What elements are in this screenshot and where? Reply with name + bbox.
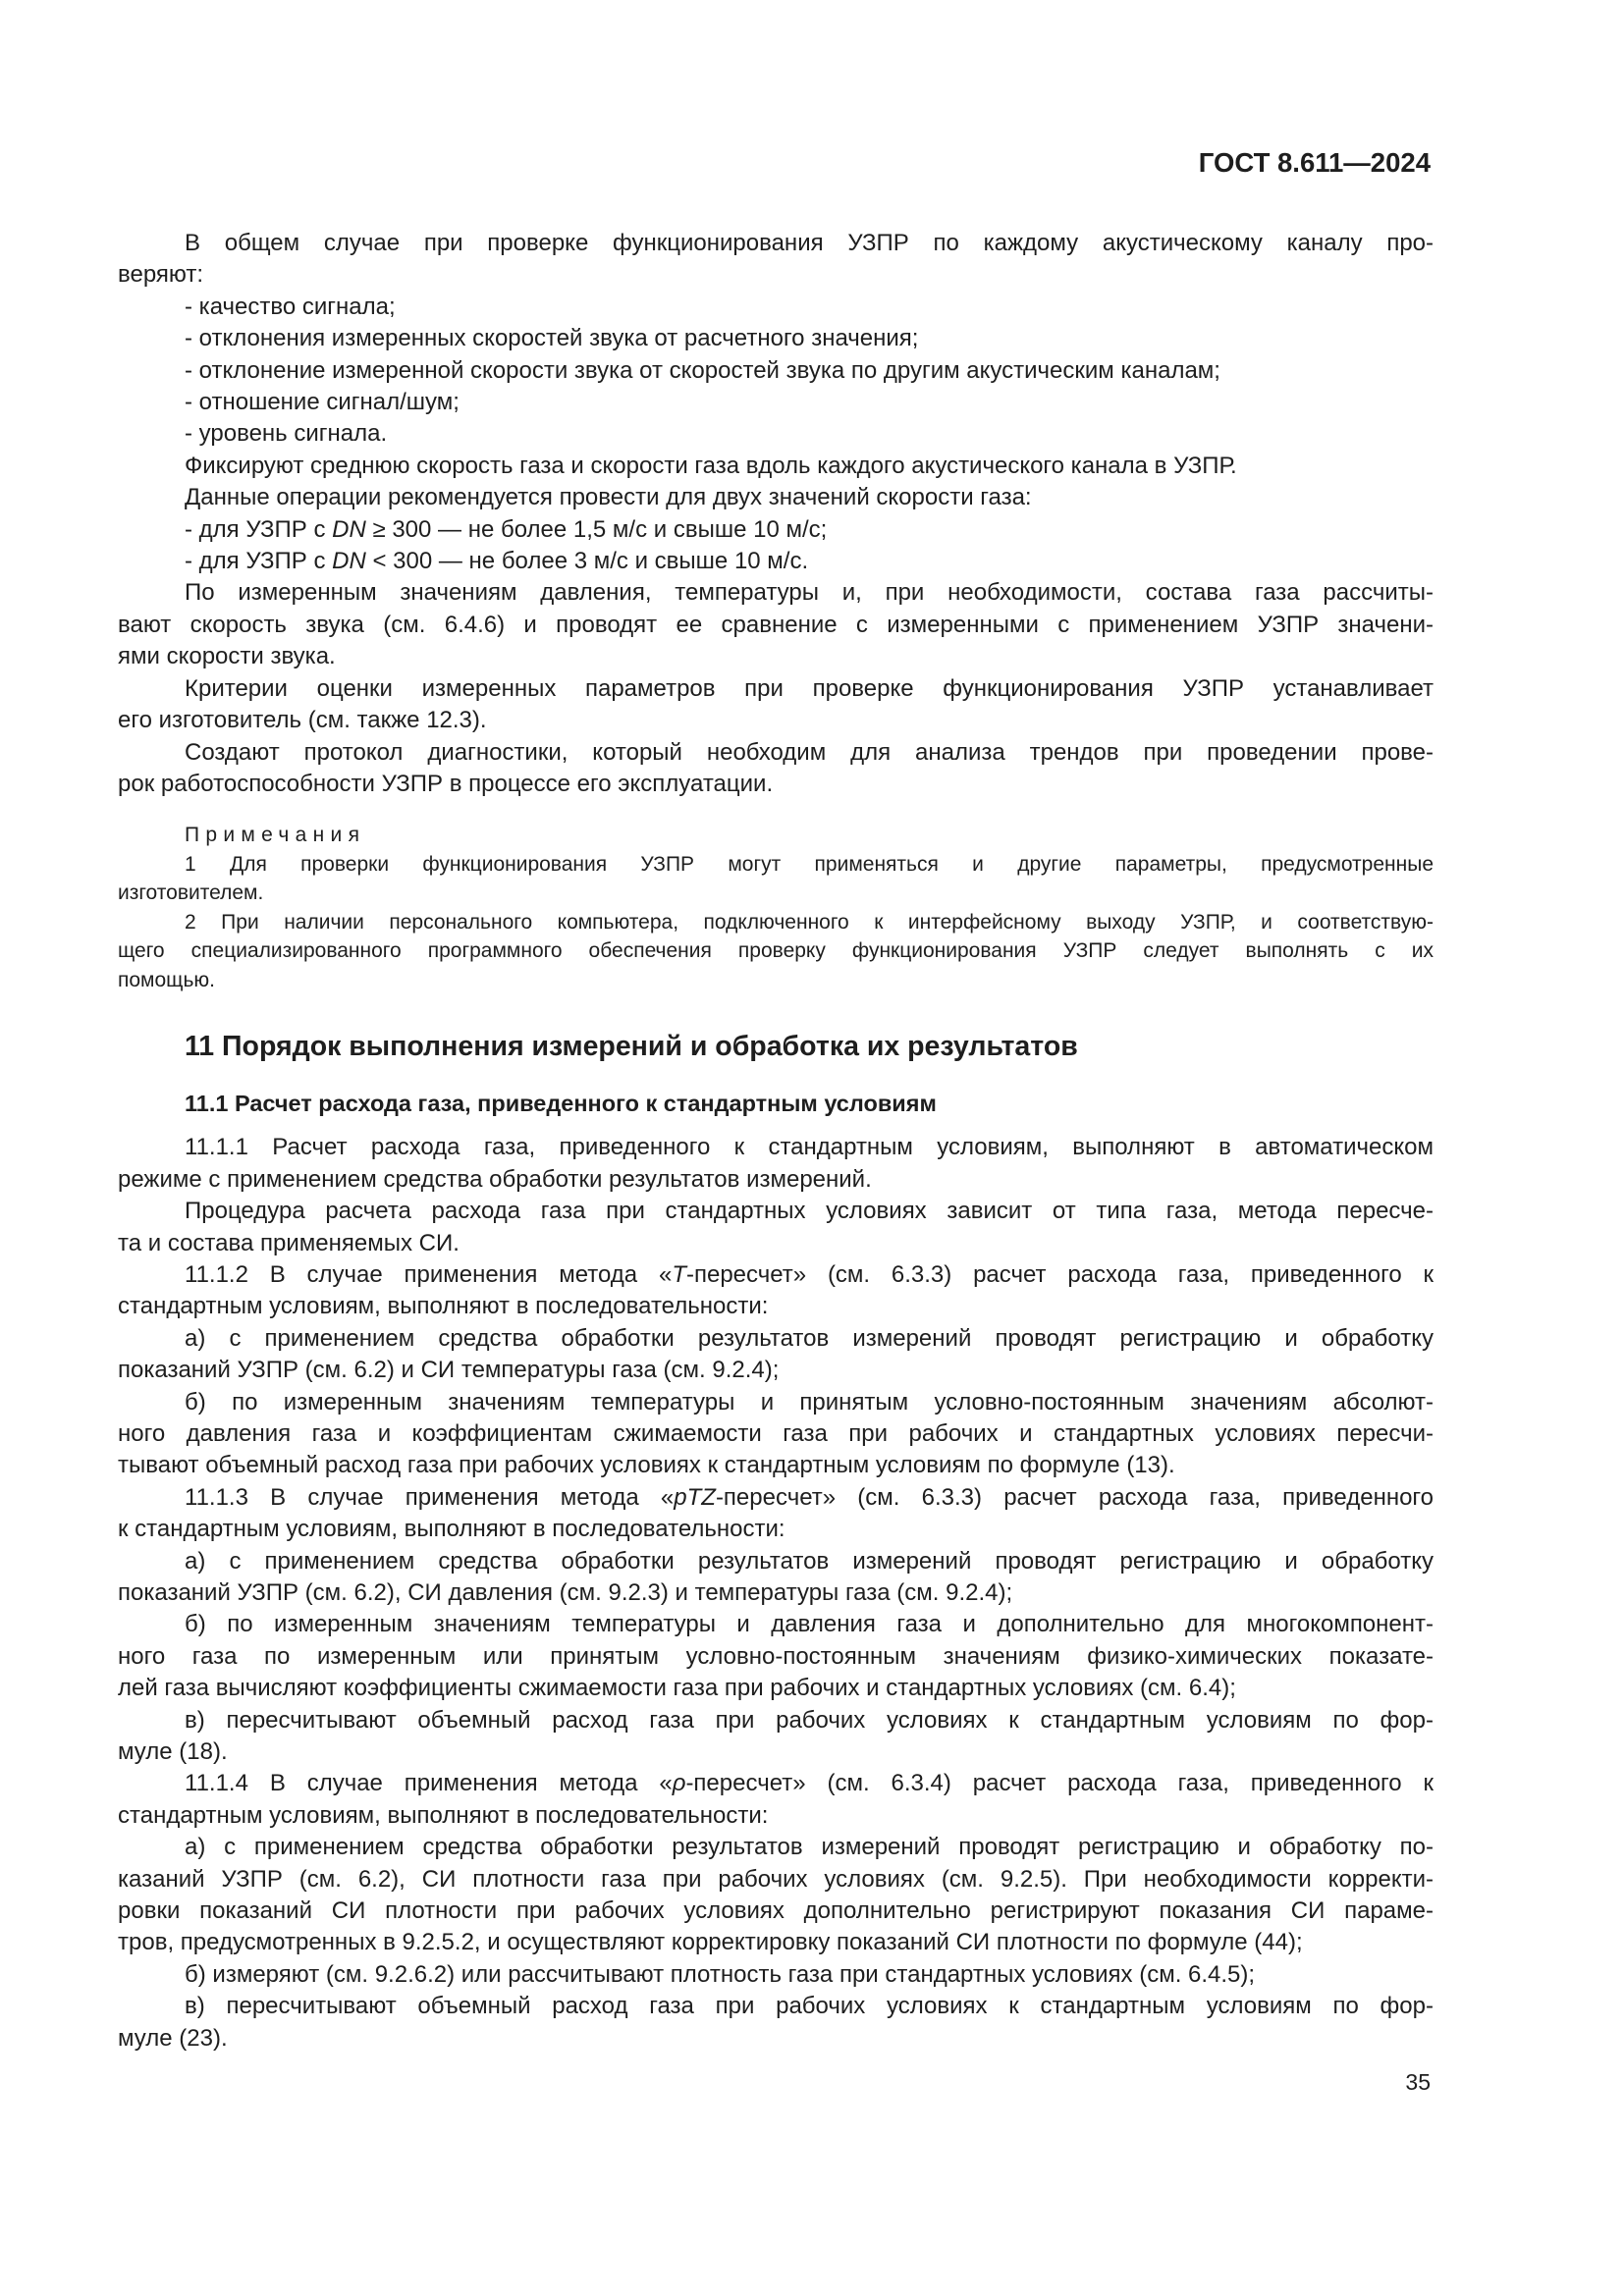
text-line: муле (23).	[118, 2024, 228, 2052]
text-line: 2 При наличии персонального компьютера, подключенного к интерфейсному выходу УЗПР, и соответствую-	[185, 910, 1434, 934]
body-paragraph	[118, 737, 1434, 801]
body-paragraph	[118, 1546, 1434, 1610]
text-line: показаний УЗПР (см. 6.2), СИ давления (см. 9.2.3) и температуры газа (см. 9.2.4);	[118, 1579, 1013, 1606]
note-paragraph	[118, 850, 1434, 908]
notes-label: Примечания	[185, 824, 366, 847]
text-line: Фиксируют среднюю скорость газа и скорости газа вдоль каждого акустического канала в УЗПР.	[185, 452, 1237, 479]
body-paragraph	[118, 323, 1434, 354]
section-heading: 11 Порядок выполнения измерений и обработка их результатов	[185, 1031, 1078, 1063]
body-paragraph	[118, 1832, 1434, 1959]
text-line: тывают объемный расход газа при рабочих условиях к стандартным условиям по формуле (13).	[118, 1452, 1175, 1479]
text-line: щего специализированного программного обеспечения проверку функционирования УЗПР следует выполнять с их	[118, 939, 1434, 963]
body-paragraph	[118, 482, 1434, 513]
text-line: ного газа по измеренным или принятым условно-постоянным значениям физико-химических показате-	[118, 1642, 1434, 1670]
body-paragraph	[118, 1991, 1434, 2055]
text-line: - для УЗПР с DN ≥ 300 — не более 1,5 м/с и свыше 10 м/с;	[185, 515, 828, 543]
text-line: 1 Для проверки функционирования УЗПР могут применяться и другие параметры, предусмотренные	[185, 852, 1434, 876]
text-line: показаний УЗПР (см. 6.2) и СИ температуры газа (см. 9.2.4);	[118, 1357, 780, 1384]
note-paragraph	[118, 908, 1434, 995]
text-line: вают скорость звука (см. 6.4.6) и проводят ее сравнение с измеренными с применением УЗПР значени-	[118, 611, 1434, 638]
text-line: та и состава применяемых СИ.	[118, 1229, 460, 1256]
running-head: ГОСТ 8.611—2024	[1198, 147, 1431, 178]
body-paragraph	[118, 514, 1434, 546]
text-line: б) по измеренным значениям температуры и давления газа и дополнительно для многокомпонент-	[185, 1611, 1434, 1638]
text-line: - отношение сигнал/шум;	[185, 389, 460, 416]
body-paragraph	[118, 228, 1434, 292]
text-line: изготовителем.	[118, 881, 264, 905]
text-line: веряют:	[118, 261, 204, 289]
body-paragraph	[118, 292, 1434, 323]
body-paragraph	[118, 1705, 1434, 1769]
text-line: ровки показаний СИ плотности при рабочих условиях дополнительно регистрируют показания СИ параме-	[118, 1897, 1434, 1925]
text-line: По измеренным значениям давления, температуры и, при необходимости, состава газа рассчиты-	[185, 579, 1434, 607]
body-paragraph	[118, 546, 1434, 577]
text-line: а) с применением средства обработки результатов измерений проводят регистрацию и обработку	[185, 1324, 1434, 1352]
text-line: 11.1.3 В случае применения метода «pTZ-пересчет» (см. 6.3.3) расчет расхода газа, приведенного	[185, 1483, 1434, 1511]
body-paragraph	[118, 1196, 1434, 1259]
body-paragraph	[118, 1609, 1434, 1704]
text-line: б) по измеренным значениям температуры и принятым условно-постоянным значениям абсолют-	[185, 1388, 1434, 1415]
text-line: б) измеряют (см. 9.2.6.2) или рассчитывают плотность газа при стандартных условиях (см. 6.4.5);	[185, 1960, 1256, 1988]
body-paragraph	[118, 387, 1434, 418]
text-line: - качество сигнала;	[185, 293, 396, 320]
text-line: - для УЗПР с DN < 300 — не более 3 м/с и свыше 10 м/с.	[185, 548, 809, 575]
text-line: Создают протокол диагностики, который необходим для анализа трендов при проведении прове-	[185, 738, 1434, 766]
body-paragraph	[118, 355, 1434, 387]
text-line: стандартным условиям, выполняют в последовательности:	[118, 1801, 769, 1829]
text-line: 11.1.2 В случае применения метода «T-пересчет» (см. 6.3.3) расчет расхода газа, приведенного к	[185, 1260, 1434, 1288]
page-number: 35	[1405, 2069, 1431, 2095]
text-line: ного давления газа и коэффициентам сжимаемости газа при рабочих и стандартных условиях пересчи-	[118, 1419, 1434, 1447]
body-paragraph	[118, 451, 1434, 482]
text-line: 11.1.4 В случае применения метода «ρ-пересчет» (см. 6.3.4) расчет расхода газа, приведенного к	[185, 1770, 1434, 1797]
text-line: муле (18).	[118, 1738, 228, 1766]
text-line: тров, предусмотренных в 9.2.5.2, и осуществляют корректировку показаний СИ плотности по формуле (44);	[118, 1929, 1303, 1956]
text-line: Процедура расчета расхода газа при стандартных условиях зависит от типа газа, метода пересче-	[185, 1198, 1434, 1225]
text-line: а) с применением средства обработки результатов измерений проводят регистрацию и обработку	[185, 1547, 1434, 1575]
subsection-heading: 11.1 Расчет расхода газа, приведенного к стандартным условиям	[185, 1091, 937, 1117]
body-paragraph	[118, 418, 1434, 450]
text-line: а) с применением средства обработки результатов измерений проводят регистрацию и обработку по-	[185, 1834, 1434, 1861]
text-line: казаний УЗПР (см. 6.2), СИ плотности газа при рабочих условиях (см. 9.2.5). При необходимости корректи-	[118, 1865, 1434, 1893]
text-line: 11.1.1 Расчет расхода газа, приведенного к стандартным условиям, выполняют в автоматическом	[185, 1134, 1434, 1161]
body-paragraph	[118, 1259, 1434, 1323]
text-line: в) пересчитывают объемный расход газа при рабочих условиях к стандартным условиям по фор-	[185, 1993, 1434, 2020]
text-line: лей газа вычисляют коэффициенты сжимаемости газа при рабочих и стандартных условиях (см. 6.4);	[118, 1675, 1236, 1702]
text-line: стандартным условиям, выполняют в последовательности:	[118, 1293, 769, 1320]
body-paragraph	[118, 1387, 1434, 1482]
text-line: в) пересчитывают объемный расход газа при рабочих условиях к стандартным условиям по фор-	[185, 1706, 1434, 1734]
text-line: к стандартным условиям, выполняют в последовательности:	[118, 1516, 785, 1543]
body-paragraph	[118, 1959, 1434, 1991]
text-line: его изготовитель (см. также 12.3).	[118, 707, 487, 734]
text-line: - уровень сигнала.	[185, 420, 388, 448]
body-paragraph	[118, 1323, 1434, 1387]
text-line: - отклонение измеренной скорости звука от скоростей звука по другим акустическим каналам;	[185, 356, 1220, 384]
body-paragraph	[118, 1482, 1434, 1546]
text-line: режиме с применением средства обработки результатов измерений.	[118, 1165, 872, 1193]
text-line: помощью.	[118, 968, 215, 991]
text-line: рок работоспособности УЗПР в процессе его эксплуатации.	[118, 770, 774, 797]
body-paragraph	[118, 577, 1434, 672]
text-line: - отклонения измеренных скоростей звука от расчетного значения;	[185, 325, 919, 352]
body-paragraph	[118, 1768, 1434, 1832]
document-content	[118, 228, 1434, 2055]
body-paragraph	[118, 1132, 1434, 1196]
body-paragraph	[118, 673, 1434, 737]
text-line: Данные операции рекомендуется провести для двух значений скорости газа:	[185, 484, 1032, 511]
text-line: ями скорости звука.	[118, 643, 336, 670]
text-line: В общем случае при проверке функционирования УЗПР по каждому акустическому каналу про-	[185, 230, 1434, 256]
text-line: Критерии оценки измеренных параметров при проверке функционирования УЗПР устанавливает	[185, 674, 1434, 702]
